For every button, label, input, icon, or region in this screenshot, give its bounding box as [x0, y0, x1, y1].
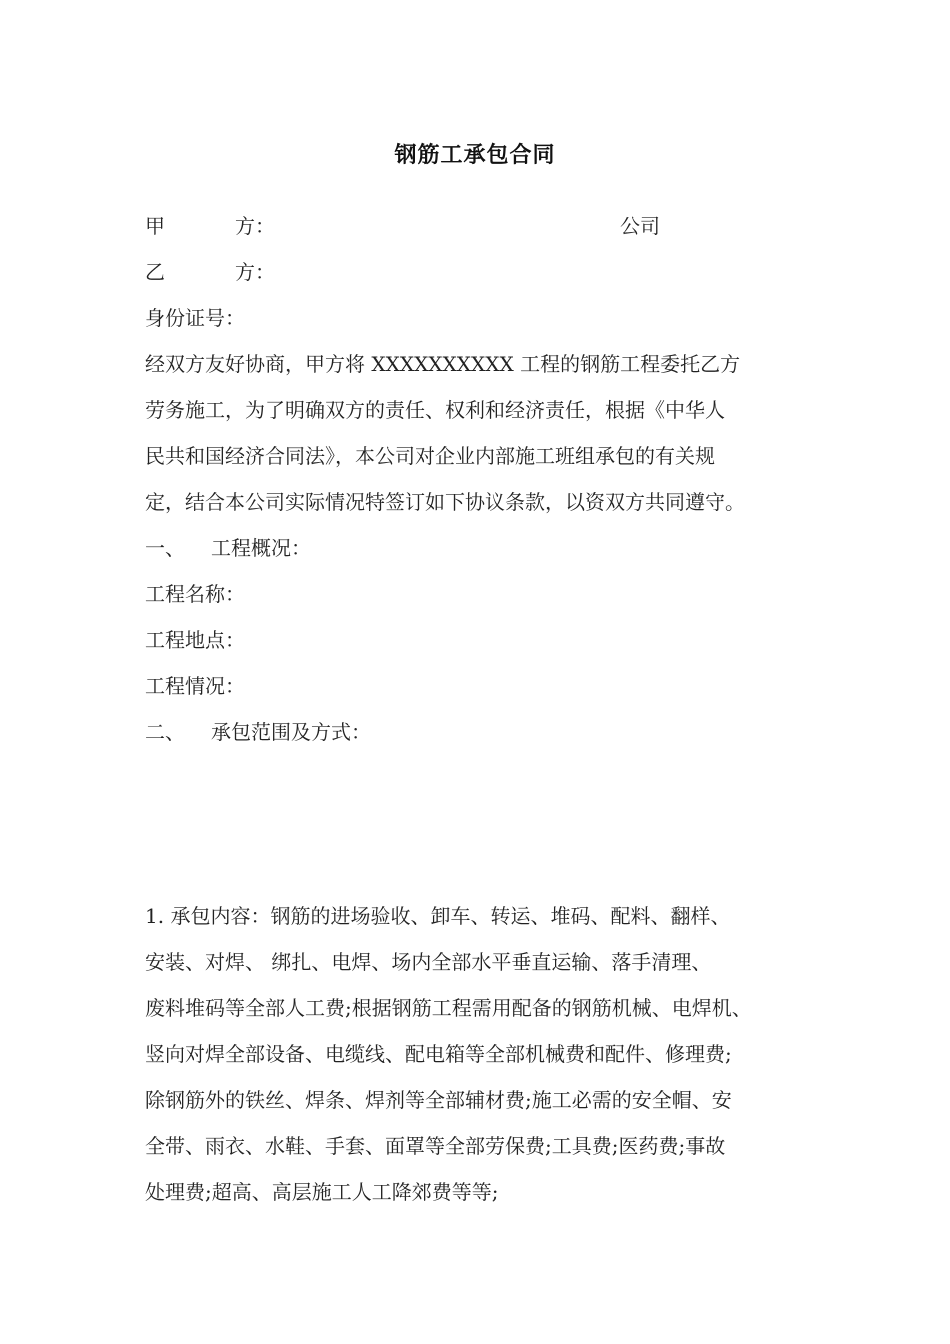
scope-line: 竖向对焊全部设备、电缆线、配电箱等全部机械费和配件、修理费;: [145, 1042, 732, 1066]
document-title: 钢筋工承包合同: [394, 142, 556, 168]
party-a-line: [145, 212, 275, 240]
project-name-label: 工程名称：: [145, 582, 245, 606]
section-2-heading: [145, 718, 371, 746]
section-1-heading: [145, 534, 311, 562]
party-b-label-second: 方：: [235, 260, 275, 284]
party-a-label-second: 方：: [235, 214, 275, 238]
party-a-company-suffix: 公司: [620, 214, 660, 238]
party-b-line: [145, 258, 275, 286]
intro-line: 劳务施工，为了明确双方的责任、权利和经济责任，根据《中华人: [145, 398, 725, 422]
scope-line: 废料堆码等全部人工费;根据钢筋工程需用配备的钢筋机械、电焊机、: [145, 996, 752, 1020]
section-2-title: 承包范围及方式：: [211, 720, 371, 744]
party-a-label-first: 甲: [145, 214, 165, 238]
id-number-label: 身份证号：: [145, 306, 245, 330]
intro-line: 经双方友好协商，甲方将 XXXXXXXXXX 工程的钢筋工程委托乙方: [145, 352, 741, 376]
section-1-title: 工程概况：: [211, 536, 311, 560]
project-location-label: 工程地点：: [145, 628, 245, 652]
scope-line: 1. 承包内容：钢筋的进场验收、卸车、转运、堆码、配料、翻样、: [145, 904, 731, 928]
intro-line: 民共和国经济合同法》，本公司对企业内部施工班组承包的有关规: [145, 444, 715, 468]
scope-line: 全带、雨衣、水鞋、手套、面罩等全部劳保费;工具费;医药费;事故: [145, 1134, 726, 1158]
scope-line: 处理费;超高、高层施工人工降郊费等等;: [145, 1180, 499, 1204]
party-b-label-first: 乙: [145, 260, 165, 284]
section-1-number: 一、: [145, 536, 185, 560]
intro-line: 定，结合本公司实际情况特签订如下协议条款，以资双方共同遵守。: [145, 490, 745, 514]
scope-line: 除钢筋外的铁丝、焊条、焊剂等全部辅材费;施工必需的安全帽、安: [145, 1088, 732, 1112]
section-2-number: 二、: [145, 720, 185, 744]
project-status-label: 工程情况：: [145, 674, 245, 698]
scope-line: 安装、对焊、 绑扎、电焊、场内全部水平垂直运输、落手清理、: [145, 950, 712, 974]
